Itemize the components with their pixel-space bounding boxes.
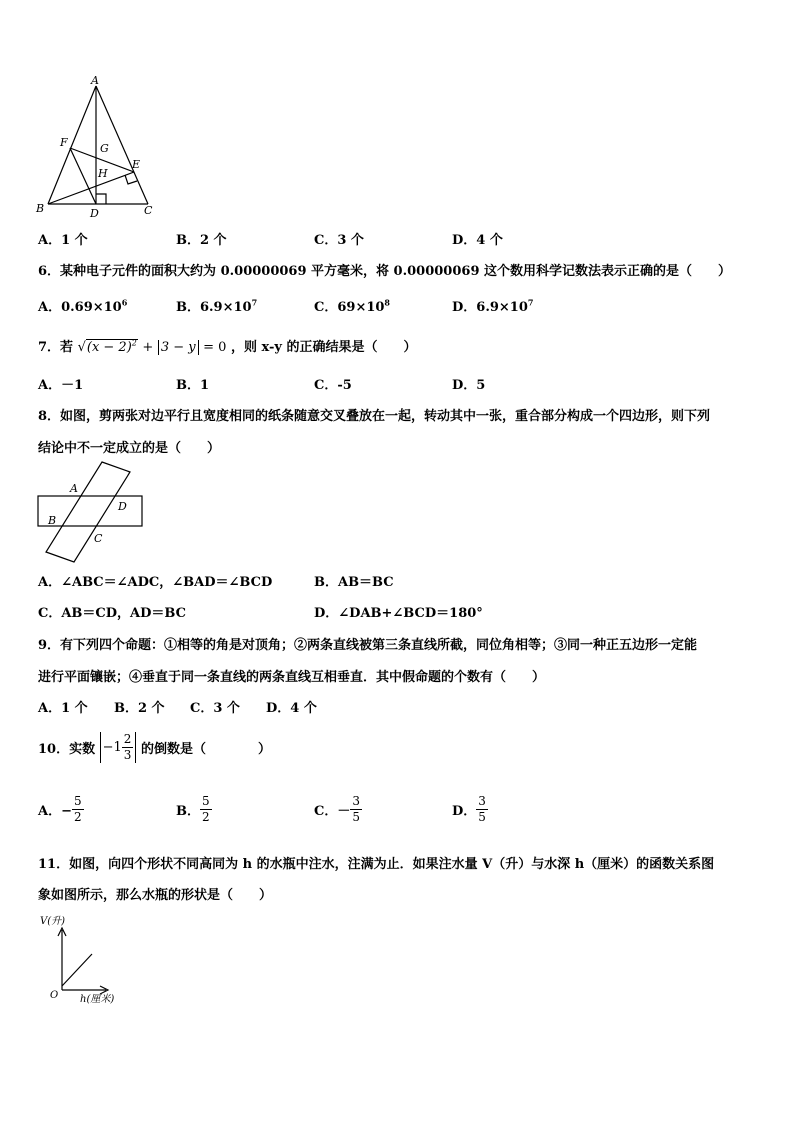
q10-a-label: A．−: [38, 804, 72, 819]
q10-b-den: 2: [202, 810, 210, 824]
q10-a-den: 2: [73, 810, 82, 824]
vertex-label-b: B: [36, 202, 45, 215]
q6-option-c: [314, 296, 390, 315]
q6-option-b: [176, 296, 257, 315]
q6-option-d: [452, 296, 533, 315]
q9-option-a: A．1 个: [38, 701, 88, 716]
q7-stem: [38, 336, 417, 355]
q10-neg-whole: −1: [102, 740, 122, 755]
q7-eq: = 0: [203, 340, 227, 355]
q7-option-d: D．5: [452, 378, 486, 393]
q10-c-num: 3: [352, 794, 360, 808]
q7-option-b: B．1: [176, 378, 210, 393]
q10-b-num: 5: [202, 794, 210, 808]
q10-c-den: 5: [352, 810, 360, 824]
strip-label-c: C: [94, 532, 103, 545]
q10-b-frac: [200, 794, 212, 825]
q10-option-b: [176, 794, 212, 825]
q10-option-d: [452, 794, 488, 825]
q10-den: 3: [123, 748, 132, 762]
q10-b-label: B．: [176, 804, 200, 819]
q10-a-num: 5: [73, 794, 82, 808]
q10-d-den: 5: [478, 810, 486, 824]
vertex-label-d: D: [90, 207, 99, 220]
q5-option-a: A．1 个: [38, 233, 88, 248]
q9-option-c: C．3 个: [190, 701, 240, 716]
graph-h-label: h(厘米): [80, 994, 115, 1005]
q6-b-base: B．6.9×10: [176, 300, 252, 315]
q7-abs: 3 − y: [158, 340, 199, 355]
q7-option-c: C．-5: [314, 378, 352, 393]
q10-d-frac: [476, 794, 488, 825]
q10-a-frac: [72, 794, 84, 825]
q7-sqrt: $√(x - 2)^2$: [77, 338, 137, 355]
triangle-figure: [30, 72, 160, 222]
vertex-label-c: C: [144, 204, 153, 217]
q10-suffix: 的倒数是（ ）: [140, 742, 271, 757]
strip-label-a: A: [70, 482, 78, 495]
q10-option-a: [38, 794, 84, 825]
q7-square: 2: [131, 338, 137, 348]
q7-suffix: ，则 x-y 的正确结果是（ ）: [230, 340, 417, 355]
q8-option-c: C．AB＝CD，AD＝BC: [38, 606, 186, 621]
q5-option-c: C．3 个: [314, 233, 364, 248]
q7-option-a: A．－1: [38, 378, 84, 393]
vertex-label-f: F: [60, 136, 68, 149]
q7-root: (x − 2): [86, 340, 132, 355]
q7-prefix: 7．若: [38, 340, 74, 355]
q5-option-d: D．4 个: [452, 233, 503, 248]
q10-d-num: 3: [478, 794, 486, 808]
q8-option-a: A．∠ABC＝∠ADC，∠BAD＝∠BCD: [38, 575, 273, 590]
q5-option-b: B．2 个: [176, 233, 227, 248]
q6-c-exp: 8: [384, 297, 390, 308]
paper-strips-figure: [32, 458, 152, 568]
q6-stem: 6．某种电子元件的面积大约为 0.00000069 平方毫米，将 0.00000069 这个数用科学记数法表示正确的是（ ）: [38, 264, 732, 279]
q10-num: 2: [123, 732, 132, 746]
vertex-label-a: A: [91, 74, 99, 87]
q11-stem-line1: 11．如图，向四个形状不同高同为 h 的水瓶中注水，注满为止．如果注水量 V（升）与水深 h（厘米）的函数关系图: [38, 857, 715, 872]
q8-stem-line2: 结论中不一定成立的是（ ）: [38, 441, 221, 456]
q10-stem: [38, 732, 271, 763]
graph-origin-label: O: [50, 990, 59, 1001]
q10-c-frac: [350, 794, 362, 825]
volume-depth-graph: [36, 910, 136, 1010]
q8-option-d: D．∠DAB+∠BCD＝180°: [314, 606, 483, 621]
q10-d-label: D．: [452, 804, 477, 819]
graph-v-label: V(升): [40, 916, 66, 927]
q6-b-exp: 7: [251, 297, 258, 308]
q9-stem-line1: 9．有下列四个命题：①相等的角是对顶角；②两条直线被第三条直线所截，同位角相等；③同一种正五边形一定能: [38, 638, 698, 653]
q8-option-b: B．AB＝BC: [314, 575, 394, 590]
q8-stem-line1: 8．如图，剪两张对边平行且宽度相同的纸条随意交叉叠放在一起，转动其中一张，重合部分构成一个四边形，则下列: [38, 409, 711, 424]
point-label-g: G: [100, 142, 109, 155]
q10-abs: [100, 732, 137, 763]
q6-d-base: D．6.9×10: [452, 300, 528, 315]
q10-fraction: [122, 732, 134, 763]
strip-label-b: B: [48, 514, 57, 527]
vertex-label-e: E: [132, 158, 141, 171]
q9-option-d: D．4 个: [266, 701, 317, 716]
q6-option-a: [38, 296, 127, 315]
q9-stem-line2: 进行平面镶嵌；④垂直于同一条直线的两条直线互相垂直．其中假命题的个数有（ ）: [38, 670, 546, 685]
point-label-h: H: [98, 167, 108, 180]
q11-stem-line2: 象如图所示，那么水瓶的形状是（ ）: [38, 888, 273, 903]
q6-a-exp: 6: [121, 297, 128, 308]
q10-option-c: [314, 794, 362, 825]
q10-c-label: C．－: [314, 804, 351, 819]
q7-plus: +: [142, 340, 154, 355]
q10-prefix: 10．实数: [38, 742, 96, 757]
q6-d-exp: 7: [527, 297, 534, 308]
q6-c-base: C．69×10: [314, 300, 385, 315]
q6-a-base: A．0.69×10: [38, 300, 122, 315]
q9-option-b: B．2 个: [114, 701, 165, 716]
strip-label-d: D: [118, 500, 127, 513]
